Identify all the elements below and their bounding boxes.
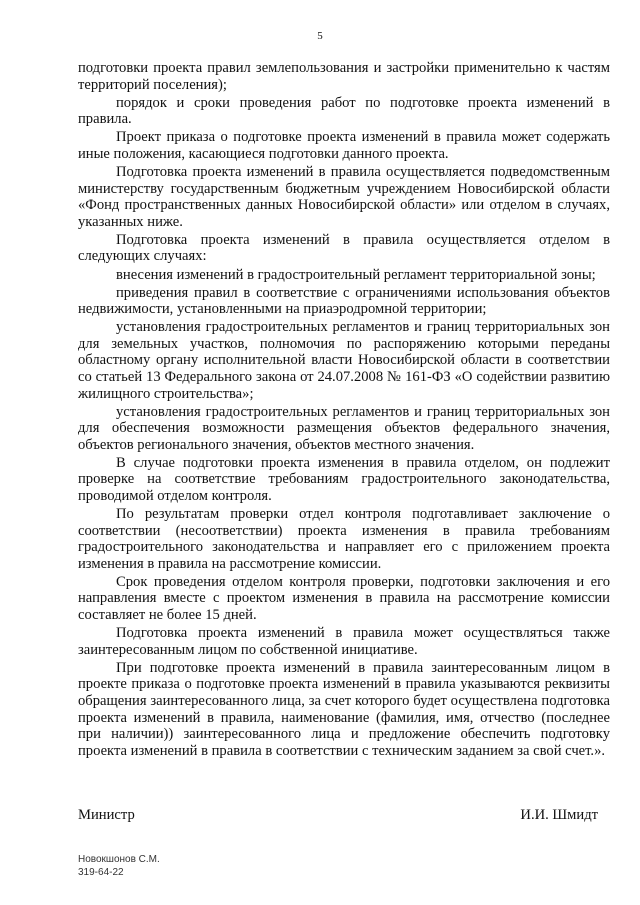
page-number: 5 [317, 30, 323, 42]
paragraph: По результатам проверки отдел контроля подготавливает заключение о соответствии (несоответствии) проекта изменения в правила требованиям градостроительного законодательства и направляет его с приложением проекта изменения в правила на рассмотрение комиссии. [78, 506, 610, 572]
paragraph: Подготовка проекта изменений в правила осуществляется подведомственным министерству государственным бюджетным учреждением Новосибирской области «Фонд пространственных данных Новосибирской области» или отделом в случаях, указанных ниже. [78, 164, 610, 230]
paragraph: Срок проведения отделом контроля проверки, подготовки заключения и его направления вместе с проектом изменения в правила на рассмотрение комиссии составляет не более 15 дней. [78, 573, 610, 624]
paragraph: Подготовка проекта изменений в правила может осуществляться также заинтересованным лицом по собственной инициативе. [78, 625, 610, 658]
paragraph: подготовки проекта правил землепользования и застройки применительно к частям территорий поселения); [78, 60, 610, 93]
signature-block [78, 807, 598, 825]
executor-name: Новокшонов С.М. [78, 854, 160, 865]
signatory-title: Министр [78, 807, 135, 823]
paragraph: установления градостроительных регламентов и границ территориальных зон для земельных участков, полномочия по распоряжению которыми переданы областному органу исполнительной власти Новосибирской области в соответствии со статьей 13 Федерального закона от 24.07.2008 № 161-ФЗ «О содействии развитию жилищного строительства»; [78, 319, 610, 402]
paragraph: установления градостроительных регламентов и границ территориальных зон для обеспечения возможности размещения объектов федерального значения, объектов регионального значения, объектов местного значения. [78, 403, 610, 453]
paragraph: Подготовка проекта изменений в правила осуществляется отделом в следующих случаях: [78, 231, 610, 265]
document-body [78, 60, 610, 761]
executor-block [78, 853, 160, 879]
paragraph: внесения изменений в градостроительный регламент территориальной зоны; [116, 266, 596, 283]
executor-phone: 319-64-22 [78, 867, 124, 878]
paragraph: При подготовке проекта изменений в правила заинтересованным лицом в проекте приказа о подготовке проекта изменений в правила указываются реквизиты обращения заинтересованного лица, за счет которого будет осуществлена подготовка проекта изменений в правила, наименование (фамилия, имя, отчество (последнее при наличии)) заинтересованного лица и предложение обеспечить подготовку проекта изменений в правила в соответствии с техническим заданием за свой счет.». [78, 659, 610, 759]
paragraph: Проект приказа о подготовке проекта изменений в правила может содержать иные положения, касающиеся подготовки данного проекта. [78, 129, 610, 162]
paragraph: приведения правил в соответствие с ограничениями использования объектов недвижимости, установленными на приаэродромной территории; [78, 284, 610, 318]
signatory-name: И.И. Шмидт [520, 807, 598, 823]
paragraph: порядок и сроки проведения работ по подготовке проекта изменений в правила. [78, 94, 610, 128]
paragraph: В случае подготовки проекта изменения в правила отделом, он подлежит проверке на соответствие требованиям градостроительного законодательства, проводимой отделом контроля. [78, 454, 610, 505]
